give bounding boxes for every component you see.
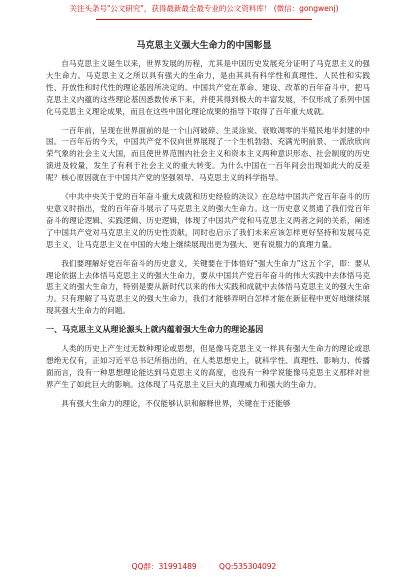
page-title: 马克思主义强大生命力的中国彰显	[136, 41, 272, 51]
top-banner: 关注头条号"公文研究"，获得最新最全最专业的公文资料库！ (微信：gongwenj)	[69, 4, 339, 13]
section-heading: 一、马克思主义从理论源头上就内蕴着强大生命力的理论基因	[46, 325, 264, 335]
footer-qq-group: QQ群：31991489	[131, 562, 197, 571]
paragraph: 自马克思主义诞生以来，世界发展的历程，尤其是中国历史发展充分证明了马克思主义的强大生命力。马克思主义之所以具有强大的生命力，是由其具有科学性和真理性、人民性和实践性、开放性和时代性的理论基因所决定的。中国共产党在革命、建设、改革的百年奋斗中，把马克思主义内蕴的这些理论基因悉数传承下来，并使其得到极大的丰富发展，不仅形成了系列中国化马克思主义理论成果，而且在这些中国化理论成果的指导下取得了百年重大成就。	[46, 59, 370, 116]
footer-qq: QQ:535304092	[219, 562, 277, 571]
footer-banner	[0, 562, 408, 572]
paragraph: 我们要理解好党百年奋斗的历史意义，关键要在于体悟好“强大生命力”这五个字，即：要从理论依据上去体悟马克思主义的强大生命力，要从中国共产党百年奋斗的伟大实践中去体悟马克思主义的强大生命力，特别是要从新时代以来的伟大实践和成就中去体悟马克思主义的强大生命力。只有理解了马克思主义的强大生命力，我们才能够弄明白怎样才能在新征程中更好地继续展现其强大生命力的问题。	[46, 258, 370, 316]
paragraph: 一百年前，呈现在世界面前的是一个山河破碎、生灵涂炭、衰败凋零的半殖民地半封建的中国。一百年后的今天，中国共产党不仅向世界展现了一个生机勃勃、充满光明前景、一派欣欣向荣气象的社会主义大国，而且使世界范围内社会主义和资本主义两种意识形态、社会制度的历史演进及较量，发生了有利于社会主义的重大转变。为什么中国在一百年间会出现如此大的反差呢？核心原因就在于中国共产党的坚强领导、马克思主义的科学指导。	[46, 125, 370, 183]
document-body	[46, 58, 370, 417]
paragraph: 《中共中央关于党的百年奋斗重大成就和历史经验的决议》在总结中国共产党百年奋斗的历史意义时指出，党的百年奋斗展示了马克思主义的强大生命力。这一历史意义贯通了我们党百年奋斗的理论逻辑、实践逻辑、历史逻辑，体现了中国共产党和马克思主义两者之间的关系，阐述了中国共产党对马克思主义的历史性贡献，同时也启示了我们未来应该怎样更好坚持和发展马克思主义，让马克思主义在中国的大地上继续展现出更为强大、更有说服力的真理力量。	[46, 192, 370, 249]
paragraph: 具有强大生命力的理论，不仅能够认识和解释世界，关键在于还能够	[61, 398, 291, 408]
paragraph: 人类的历史上产生过无数种理论或思想，但是像马克思主义一样具有强大生命力的理论或思想绝无仅有，正如习近平总书记所指出的，在人类思想史上，就科学性、真理性、影响力、传播面而言，没有一种思想理论能达到马克思主义的高度，也没有一种学说能像马克思主义那样对世界产生了如此巨大的影响。这体现了马克思主义巨大的真理威力和强大的生命力。	[46, 344, 370, 389]
header-divider	[96, 19, 312, 20]
